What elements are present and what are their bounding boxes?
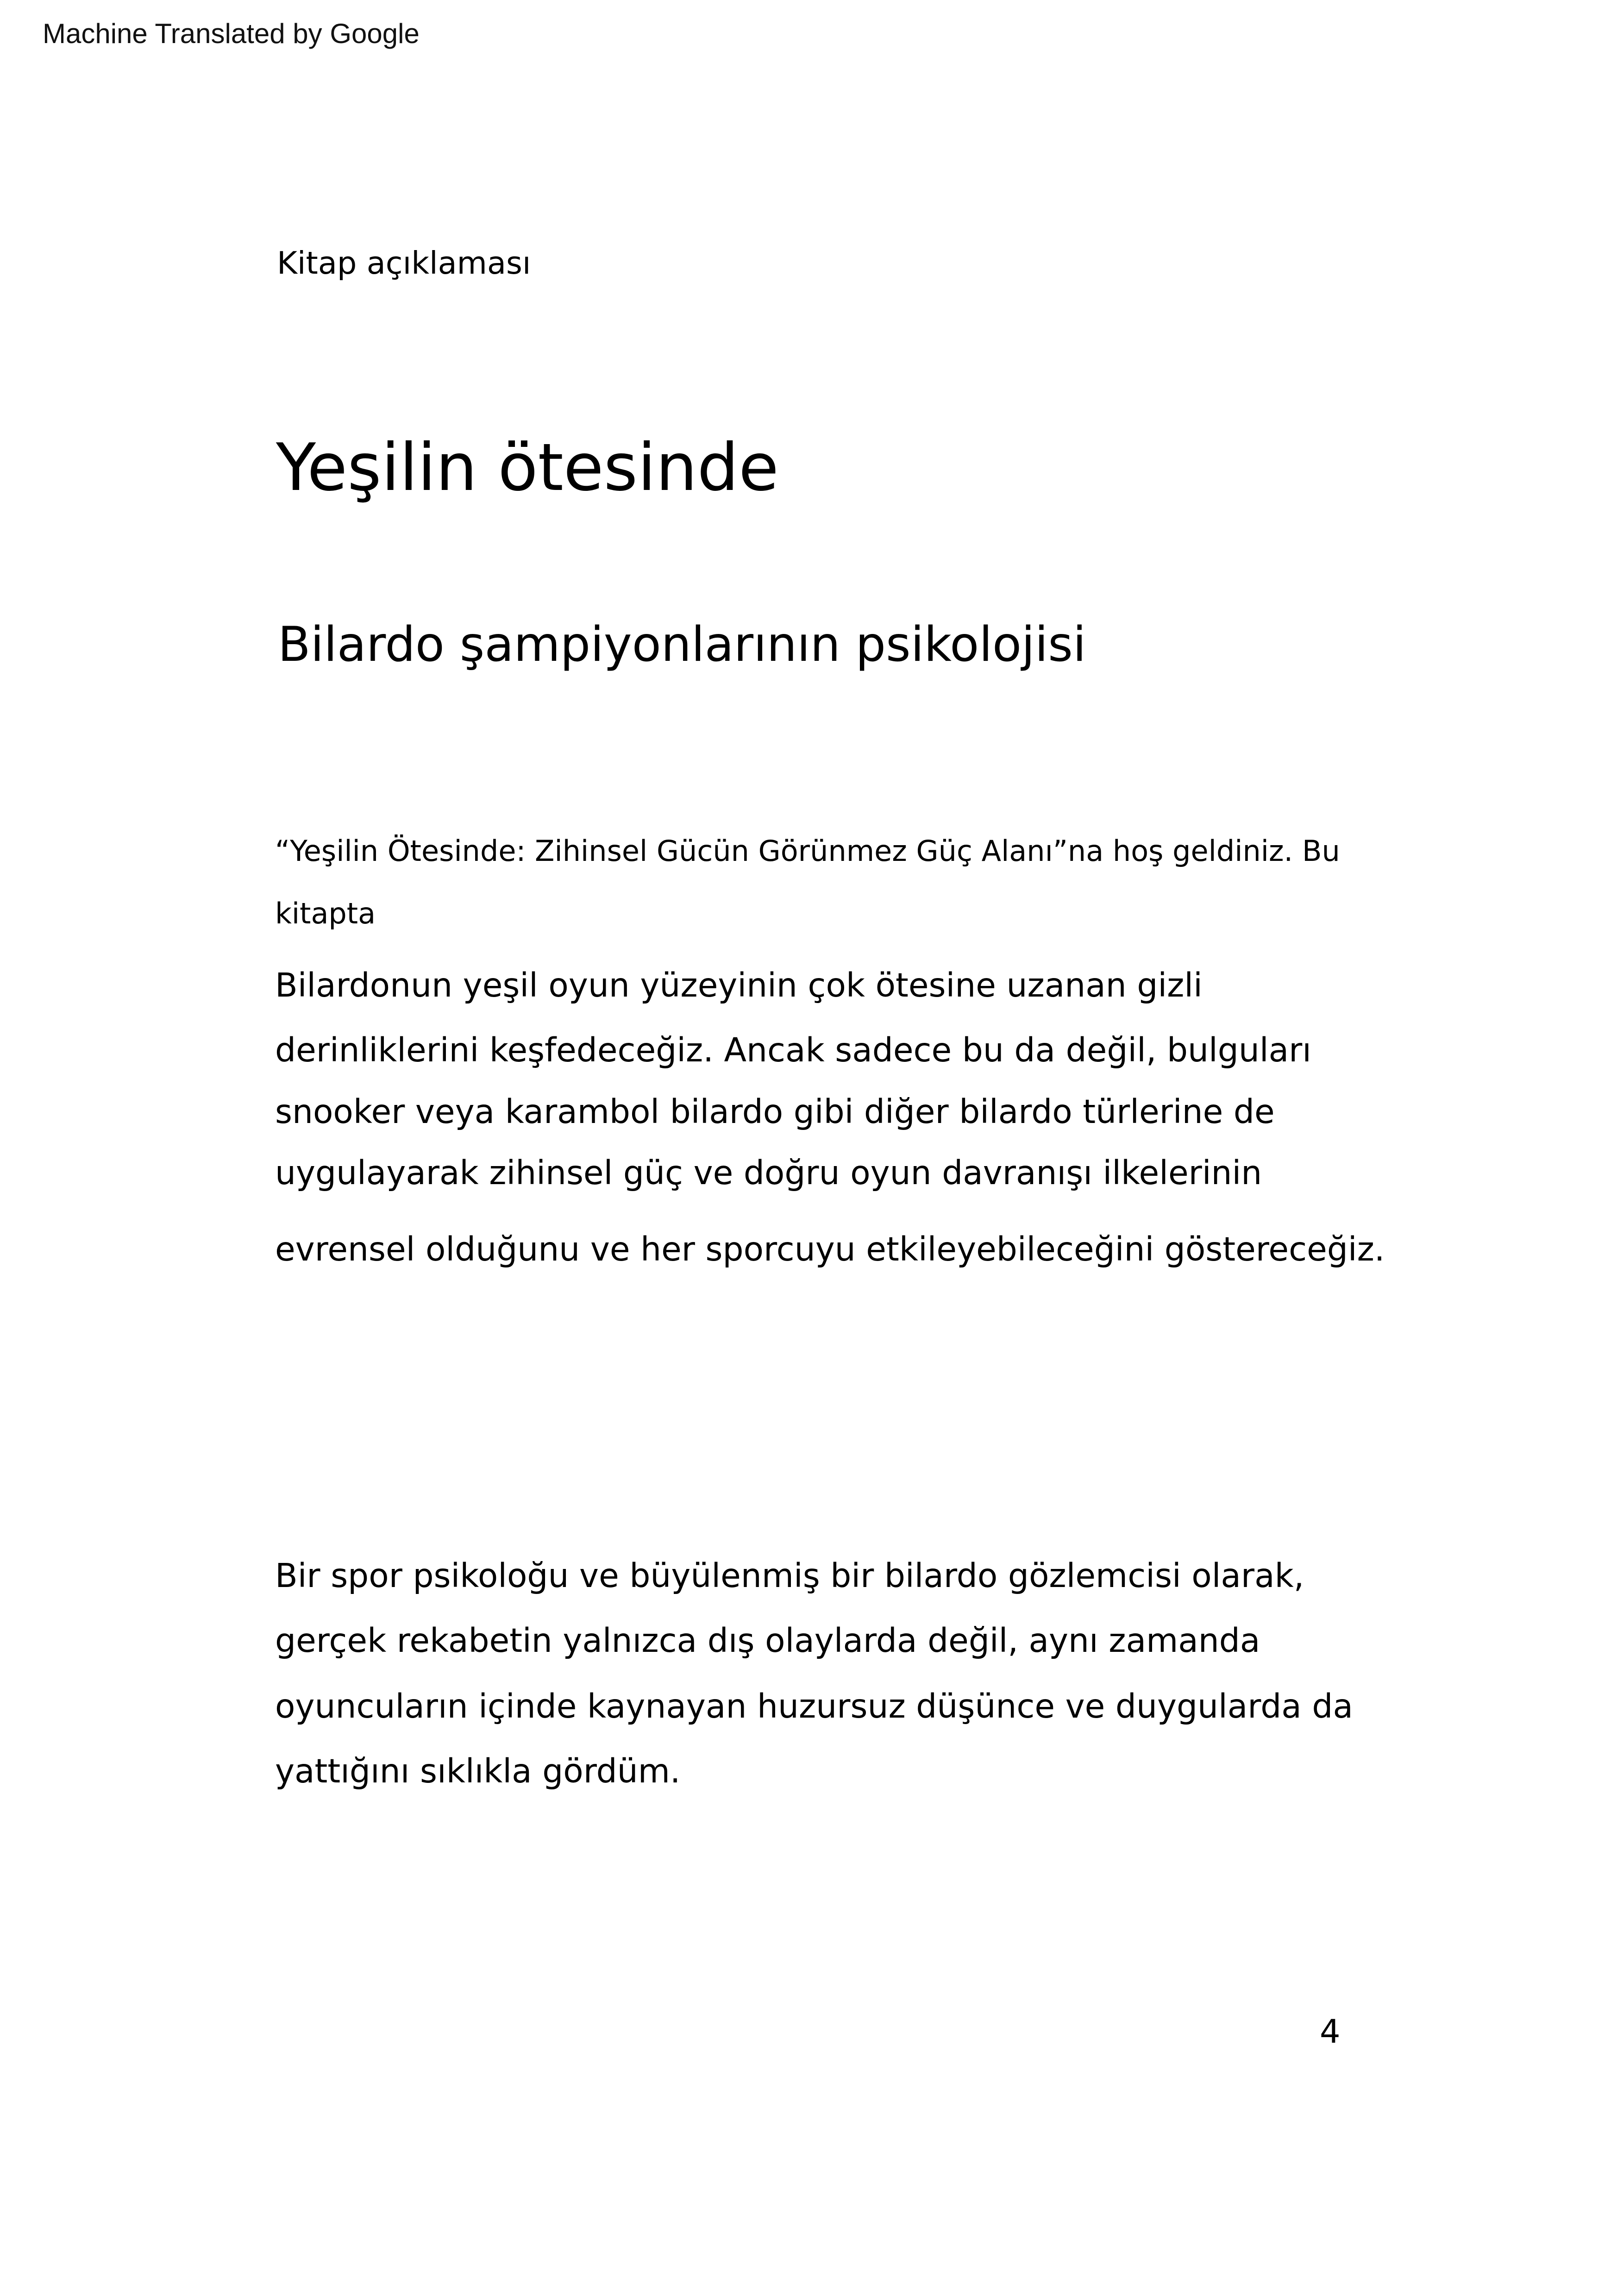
paragraph-line: uygulayarak zihinsel güç ve doğru oyun davranışı ilkelerinin xyxy=(275,1154,1262,1192)
intro-line: kitapta xyxy=(275,897,376,930)
page-number: 4 xyxy=(1320,2013,1341,2051)
book-title: Yeşilin ötesinde xyxy=(276,430,779,506)
intro-line: “Yeşilin Ötesinde: Zihinsel Gücün Görünmez Güç Alanı”na hoş geldiniz. Bu xyxy=(275,834,1340,868)
paragraph-line: Bir spor psikoloğu ve büyülenmiş bir bilardo gözlemcisi olarak, xyxy=(275,1556,1304,1595)
description-label: Kitap açıklaması xyxy=(277,245,531,281)
book-subtitle: Bilardo şampiyonlarının psikolojisi xyxy=(278,617,1086,672)
machine-translation-banner: Machine Translated by Google xyxy=(43,18,420,49)
paragraph-line: oyuncuların içinde kaynayan huzursuz düşünce ve duygularda da xyxy=(275,1687,1353,1725)
paragraph-line: derinliklerini keşfedeceğiz. Ancak sadece bu da değil, bulguları xyxy=(275,1031,1311,1069)
paragraph-line: evrensel olduğunu ve her sporcuyu etkileyebileceğini göstereceğiz. xyxy=(275,1230,1385,1268)
paragraph-line: yattığını sıklıkla gördüm. xyxy=(275,1752,681,1790)
paragraph-line: snooker veya karambol bilardo gibi diğer bilardo türlerine de xyxy=(275,1092,1275,1131)
paragraph-line: gerçek rekabetin yalnızca dış olaylarda değil, aynı zamanda xyxy=(275,1621,1260,1660)
paragraph-line: Bilardonun yeşil oyun yüzeyinin çok ötesine uzanan gizli xyxy=(275,966,1203,1004)
